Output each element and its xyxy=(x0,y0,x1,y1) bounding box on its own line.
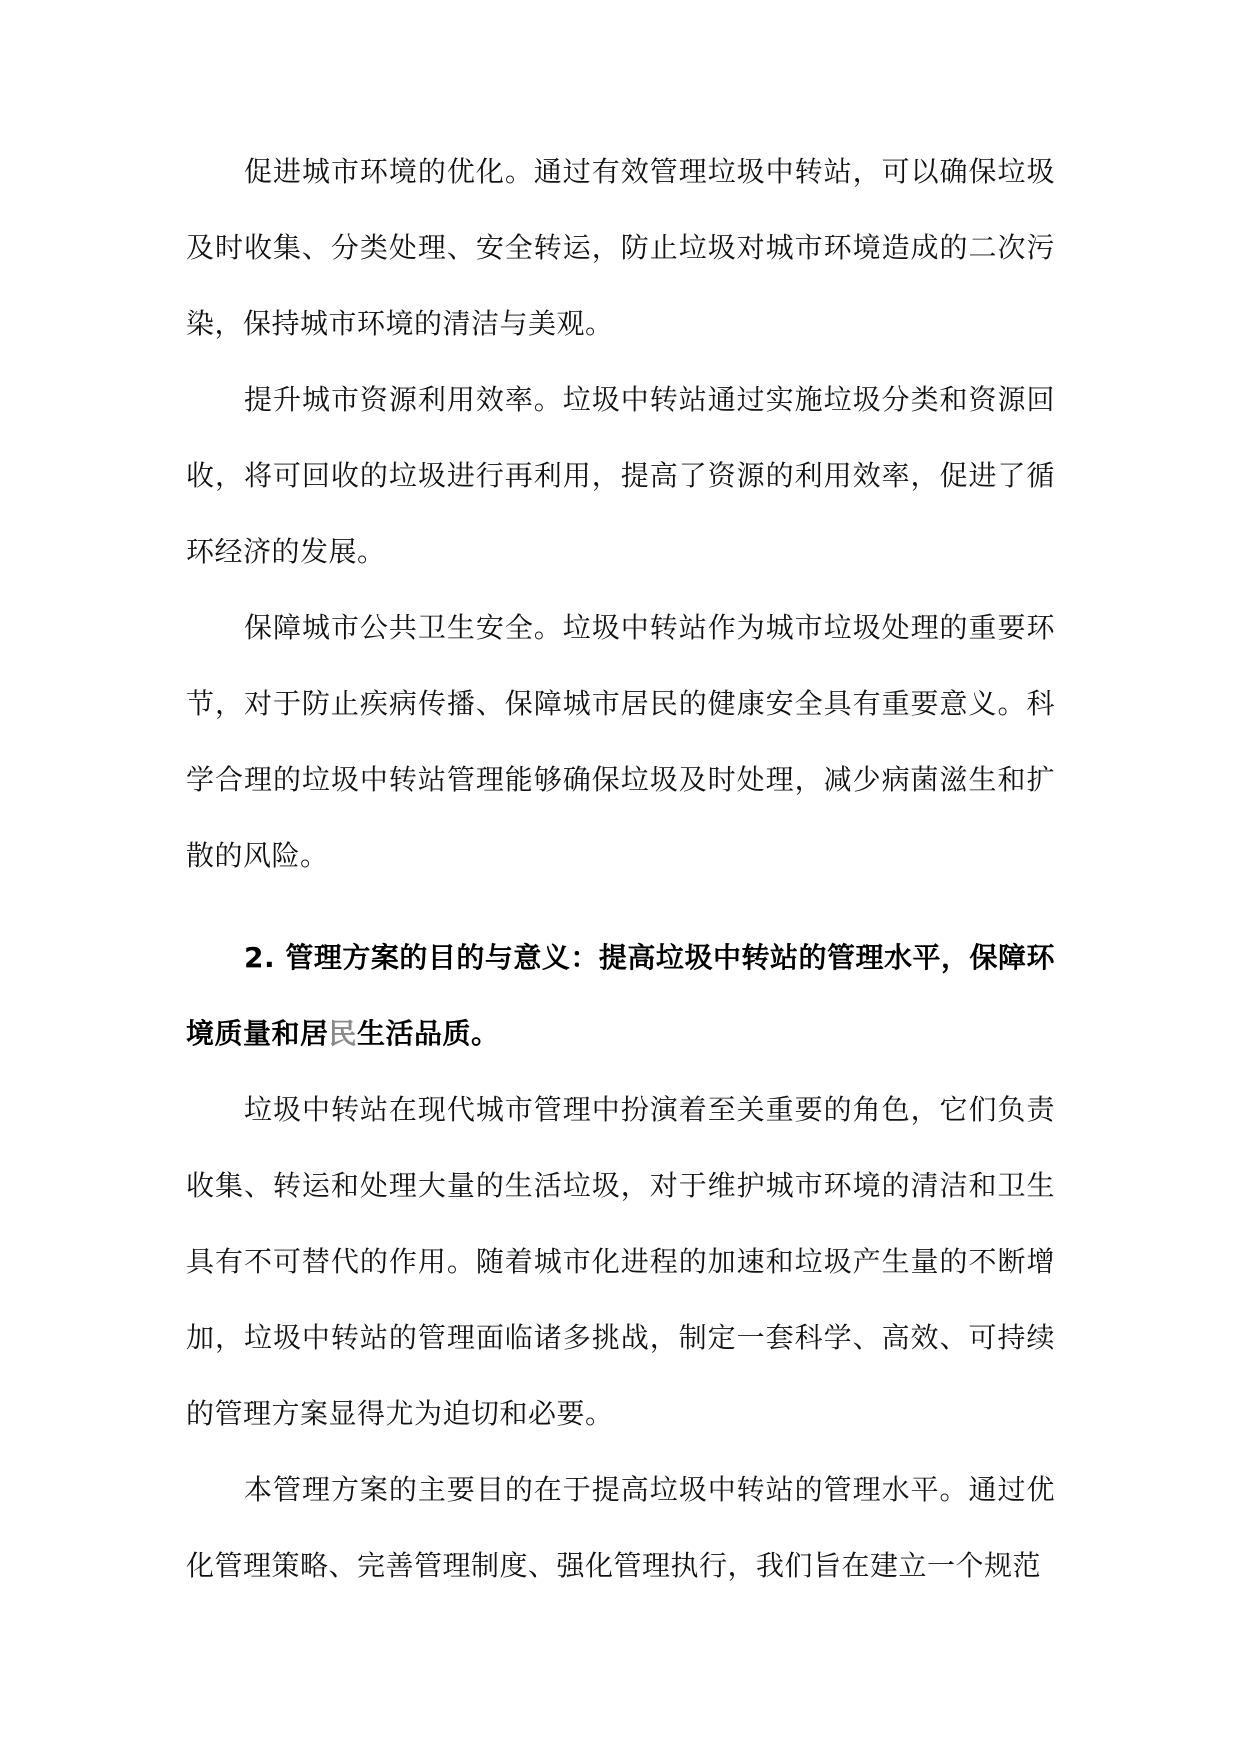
paragraph-plan-purpose: 本管理方案的主要目的在于提高垃圾中转站的管理水平。通过优化管理策略、完善管理制度、强化管理执行，我们旨在建立一个规范 xyxy=(186,1473,1055,1582)
section-heading-text-end: 生活品质。 xyxy=(357,1017,500,1050)
section-heading xyxy=(186,920,1055,1072)
paragraph-public-health: 保障城市公共卫生安全。垃圾中转站作为城市垃圾处理的重要环节，对于防止疾病传播、保障城市居民的健康安全具有重要意义。科学合理的垃圾中转站管理能够确保垃圾及时处理，减少病菌滋生和扩散的风险。 xyxy=(186,611,1055,872)
paragraph-environment: 促进城市环境的优化。通过有效管理垃圾中转站，可以确保垃圾及时收集、分类处理、安全转运，防止垃圾对城市环境造成的二次污染，保持城市环境的清洁与美观。 xyxy=(186,155,1055,340)
paragraph-resource-efficiency: 提升城市资源利用效率。垃圾中转站通过实施垃圾分类和资源回收，将可回收的垃圾进行再利用，提高了资源的利用效率，促进了循环经济的发展。 xyxy=(186,383,1055,568)
section-heading-dim-char: 民 xyxy=(328,1017,358,1050)
section-heading-text: 2. 管理方案的目的与意义：提高垃圾中转站的管理水平，保障环境质量和居 xyxy=(186,941,1055,1050)
paragraph-station-role: 垃圾中转站在现代城市管理中扮演着至关重要的角色，它们负责收集、转运和处理大量的生活垃圾，对于维护城市环境的清洁和卫生具有不可替代的作用。随着城市化进程的加速和垃圾产生量的不断增加，垃圾中转站的管理面临诸多挑战，制定一套科学、高效、可持续的管理方案显得尤为迫切和必要。 xyxy=(186,1093,1055,1430)
